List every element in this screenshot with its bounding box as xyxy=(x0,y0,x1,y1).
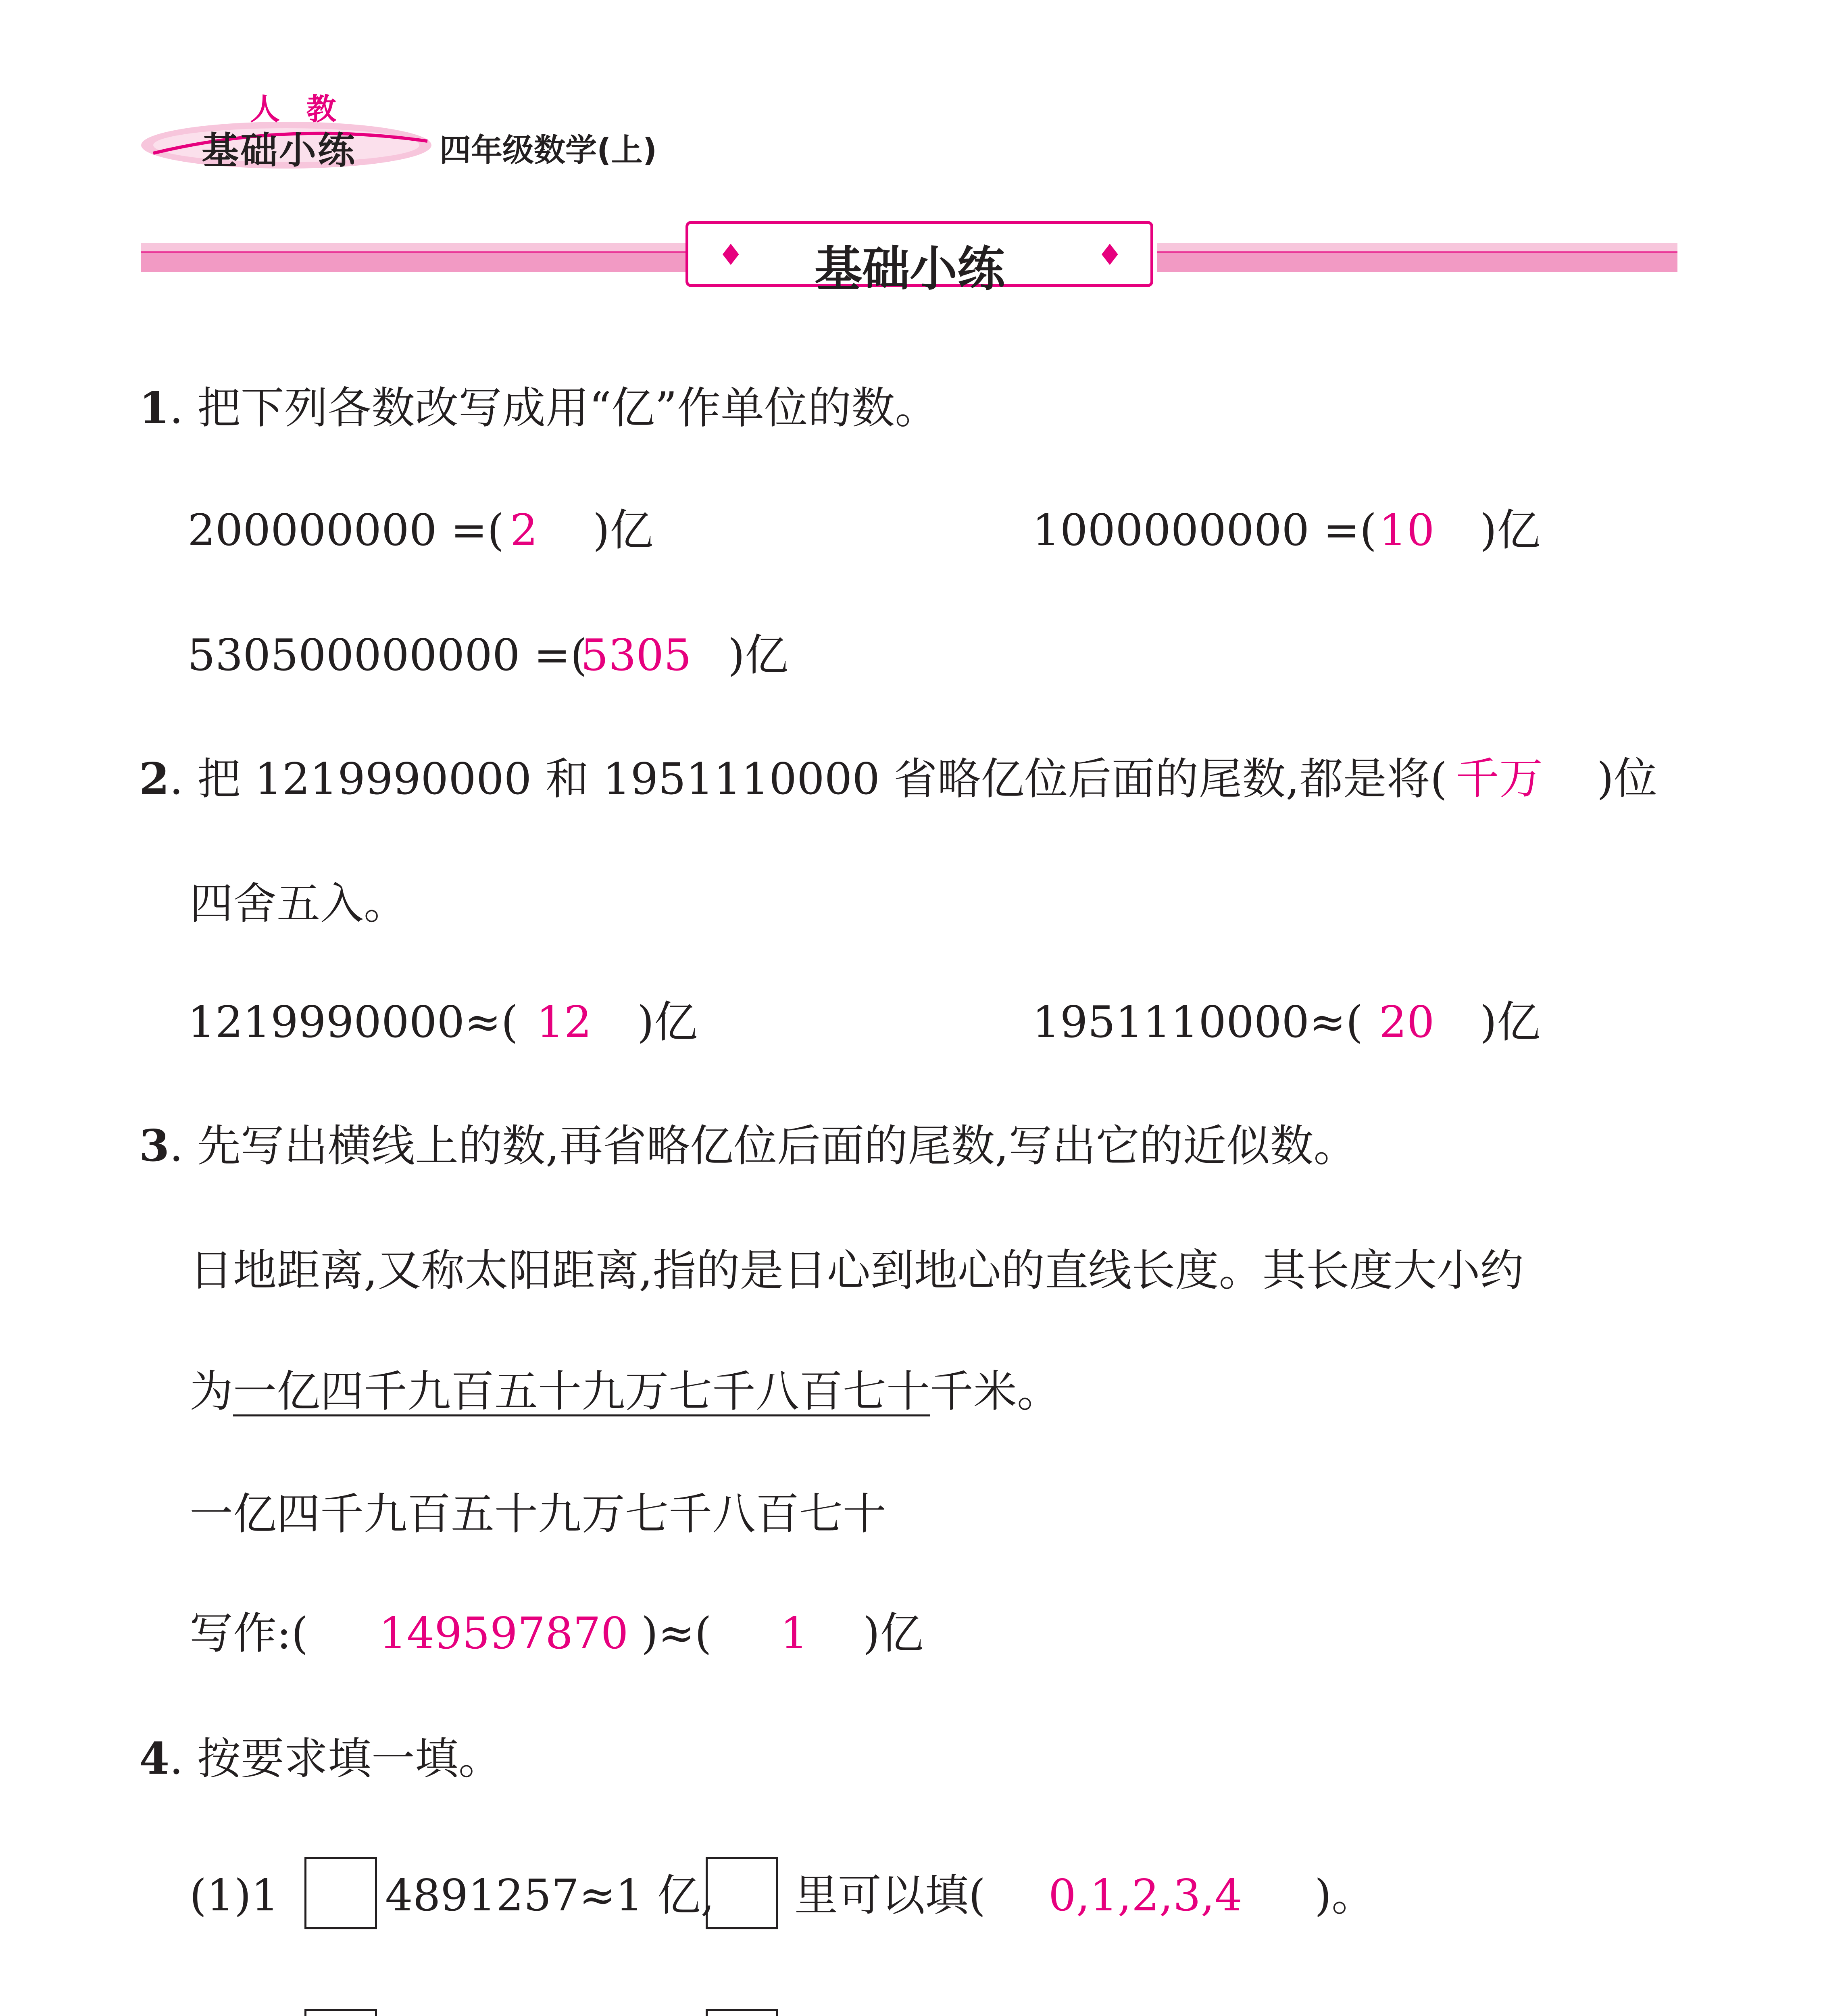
q4-item-1-digit-box[interactable] xyxy=(304,1857,377,1929)
q4-item-1-rest: 4891257≈1 亿, xyxy=(385,1870,715,1921)
q3-paragraph-line2 xyxy=(190,1366,1061,1417)
q1-prompt: 1. 把下列各数改写成用“亿”作单位的数。 xyxy=(139,383,939,433)
q4-number: 4 xyxy=(139,1733,170,1784)
q2-blank-answer: 千万 xyxy=(1456,754,1543,804)
q2-item-2-unit: )亿 xyxy=(1480,997,1541,1048)
q3-text: 先写出横线上的数,再省略亿位后面的尾数,写出它的近似数。 xyxy=(197,1121,1357,1171)
series-top-label: 人 教 xyxy=(250,92,344,127)
q4-item-1-tail: 里可以填( xyxy=(794,1870,986,1921)
q2-number: 2 xyxy=(139,754,170,804)
q4-item-1-label: (1)1 xyxy=(190,1870,279,1921)
q1-item-3-unit: )亿 xyxy=(728,630,789,681)
q2-item-1-unit: )亿 xyxy=(637,997,698,1048)
q3-write-label: 写作:( xyxy=(190,1608,308,1659)
q2-prompt-line2: 四舍五入。 xyxy=(190,879,408,929)
q4-item-2-ref-box xyxy=(706,2009,778,2016)
banner-band-right xyxy=(1157,243,1677,272)
q1-number: 1 xyxy=(139,383,170,433)
q1-item-3-answer: 5305 xyxy=(581,630,692,681)
q4-item-2-digit-box[interactable] xyxy=(304,2009,377,2016)
book-title: 四年级数学(上) xyxy=(440,132,657,169)
banner-ornament-right-icon: ♦ xyxy=(1097,238,1123,272)
banner-ornament-left-icon: ♦ xyxy=(718,238,744,272)
banner-band-left xyxy=(141,243,690,272)
q3-para-suffix: 千米。 xyxy=(930,1366,1061,1417)
q2-item-2-expr: 1951110000≈( xyxy=(1032,997,1363,1048)
q3-para-prefix: 为 xyxy=(190,1366,233,1417)
q3-underlined-number: 一亿四千九百五十九万七千八百七十 xyxy=(233,1366,930,1417)
section-title: 基础小练 xyxy=(815,241,1005,297)
q2-text: 把 1219990000 和 1951110000 省略亿位后面的尾数,都是将( xyxy=(197,754,1447,804)
series-name: 基础小练 xyxy=(202,129,357,172)
q3-write-answer: 149597870 xyxy=(379,1608,629,1659)
q1-item-2-unit: )亿 xyxy=(1480,505,1541,556)
q1-item-3-expr: 530500000000 =( xyxy=(188,630,588,681)
q1-item-2-expr: 1000000000 =( xyxy=(1032,505,1377,556)
q3-paragraph-line1: 日地距离,又称太阳距离,指的是日心到地心的直线长度。其长度大小约 xyxy=(190,1245,1524,1296)
q3-approx-unit: )亿 xyxy=(863,1608,924,1659)
q4-item-1-close: )。 xyxy=(1315,1870,1375,1921)
q4-prompt: 4. 按要求填一填。 xyxy=(139,1733,502,1784)
q2-item-1-expr: 1219990000≈( xyxy=(188,997,518,1048)
q1-item-1-answer: 2 xyxy=(510,505,538,556)
q4-item-1-ref-box xyxy=(706,1857,778,1929)
q1-item-1-expr: 200000000 =( xyxy=(188,505,504,556)
q2-item-1-answer: 12 xyxy=(536,997,592,1048)
q2-prompt: 2. 把 1219990000 和 1951110000 省略亿位后面的尾数,都是将( xyxy=(139,754,1447,804)
q3-number: 3 xyxy=(139,1120,170,1171)
q2-item-2-answer: 20 xyxy=(1379,997,1435,1048)
q1-item-1-unit: )亿 xyxy=(593,505,654,556)
q3-prompt: 3. 先写出横线上的数,再省略亿位后面的尾数,写出它的近似数。 xyxy=(139,1120,1357,1171)
q1-item-2-answer: 10 xyxy=(1379,505,1435,556)
q3-approx-answer: 1 xyxy=(780,1608,808,1659)
q4-item-1-answer: 0,1,2,3,4 xyxy=(1048,1870,1242,1921)
q2-prompt-end: )位 xyxy=(1597,754,1658,804)
q1-text: 把下列各数改写成用“亿”作单位的数。 xyxy=(197,383,939,433)
q3-repeat-line: 一亿四千九百五十九万七千八百七十 xyxy=(190,1489,887,1539)
q4-text: 按要求填一填。 xyxy=(197,1734,502,1784)
q3-approx-mid: )≈( xyxy=(641,1608,712,1659)
